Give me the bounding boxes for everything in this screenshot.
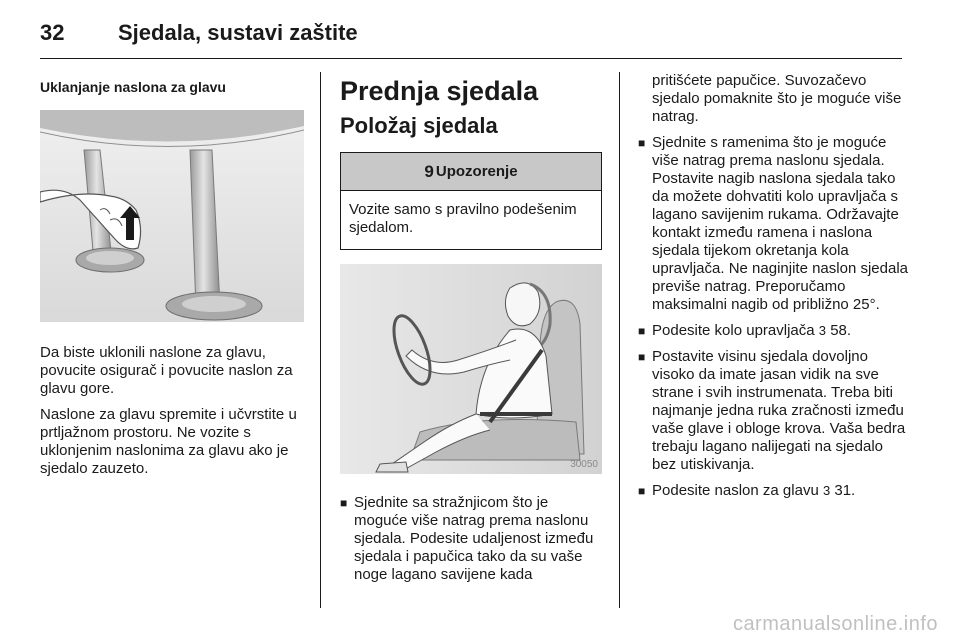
- headrest-removal-illustration: [40, 110, 304, 322]
- list-item: [638, 348, 908, 474]
- warning-box: [340, 152, 602, 250]
- warning-text: Vozite samo s pravilno podešenim sjedalom.: [349, 201, 577, 236]
- page-header: [40, 18, 920, 60]
- column-divider-right: [619, 72, 620, 608]
- column-3: [638, 72, 908, 500]
- warning-header: [341, 153, 601, 191]
- header-rule: [40, 58, 902, 59]
- headrest-illustration-svg: [40, 110, 304, 322]
- page-reference-icon: 3: [818, 323, 827, 338]
- page-reference-icon: 3: [822, 483, 831, 498]
- section-subheading: Uklanjanje naslona za glavu: [40, 79, 226, 95]
- figure-code: 30050: [570, 459, 598, 470]
- paragraph-remove-headrest: Da biste uklonili naslone za glavu, povucite osigurač i povucite naslon za glavu gore.: [40, 344, 293, 397]
- bullet-text: Sjednite s ramenima što je moguće više natrag prema naslonu sjedala. Postavite nagib naslona sjedala tako da možete dohvatiti kolo upravljača s lagano savijenim rukama. Održavajte kontakt između ramena i naslona sjedala tijekom okretanja kola upravljača. Ne naginjite naslon sjedala previše natrag. Preporučamo maksimalni nagib od približno 25°.: [652, 134, 908, 313]
- page-reference[interactable]: 31.: [834, 482, 856, 499]
- list-item-continuation: [638, 72, 908, 126]
- bullet-square-icon: ■: [340, 496, 348, 510]
- bullet-text: Podesite naslon za glavu: [652, 482, 819, 499]
- section-title: Prednja sjedala: [340, 76, 539, 106]
- seat-instructions-list-continued: [638, 72, 908, 500]
- bullet-square-icon: ■: [638, 484, 646, 498]
- bullet-text: Postavite visinu sjedala dovoljno visoko da imate jasan vidik na sve strane i svih instrumenata. Treba biti najmanje jedna ruka zračnosti između vaše glave i obloge krova. Vaša bedra trebaju lagano nalijegati na sjedalo bez utiskivanja.: [652, 348, 906, 473]
- warning-triangle-icon: 9: [424, 161, 434, 181]
- bullet-square-icon: ■: [638, 136, 646, 150]
- bullet-text: Sjednite sa stražnjicom što je moguće više natrag prema naslonu sjedala. Podesite udaljenost između sjedala i papučica tako da su vaše noge lagano savijene kada: [354, 494, 594, 583]
- list-item: [638, 482, 908, 500]
- seat-instructions-list: [340, 494, 602, 584]
- paragraph-store-headrest: Naslone za glavu spremite i učvrstite u prtljažnom prostoru. Ne vozite s uklonjenim naslonima za glavu ako je sjedalo zauzeto.: [40, 406, 297, 477]
- bullet-text: Podesite kolo upravljača: [652, 322, 815, 339]
- list-item: [638, 322, 908, 340]
- continuation-text: pritišćete papučice. Suvozačevo sjedalo pomaknite što je moguće više natrag.: [652, 72, 902, 125]
- chapter-title: Sjedala, sustavi zaštite: [118, 20, 358, 45]
- bullet-square-icon: ■: [638, 324, 646, 338]
- section-subtitle: Položaj sjedala: [340, 113, 498, 138]
- bullet-square-icon: ■: [638, 350, 646, 364]
- column-2: [340, 72, 602, 584]
- seating-position-illustration: [340, 264, 602, 474]
- driver-illustration-svg: [340, 264, 602, 474]
- list-item: [340, 494, 602, 584]
- warning-label: Upozorenje: [435, 163, 518, 180]
- list-item: [638, 134, 908, 314]
- column-1: [40, 72, 304, 478]
- page-reference[interactable]: 58.: [830, 322, 852, 339]
- watermark: carmanualsonline.info: [732, 613, 938, 635]
- page-number: 32: [40, 20, 65, 45]
- column-divider-left: [320, 72, 321, 608]
